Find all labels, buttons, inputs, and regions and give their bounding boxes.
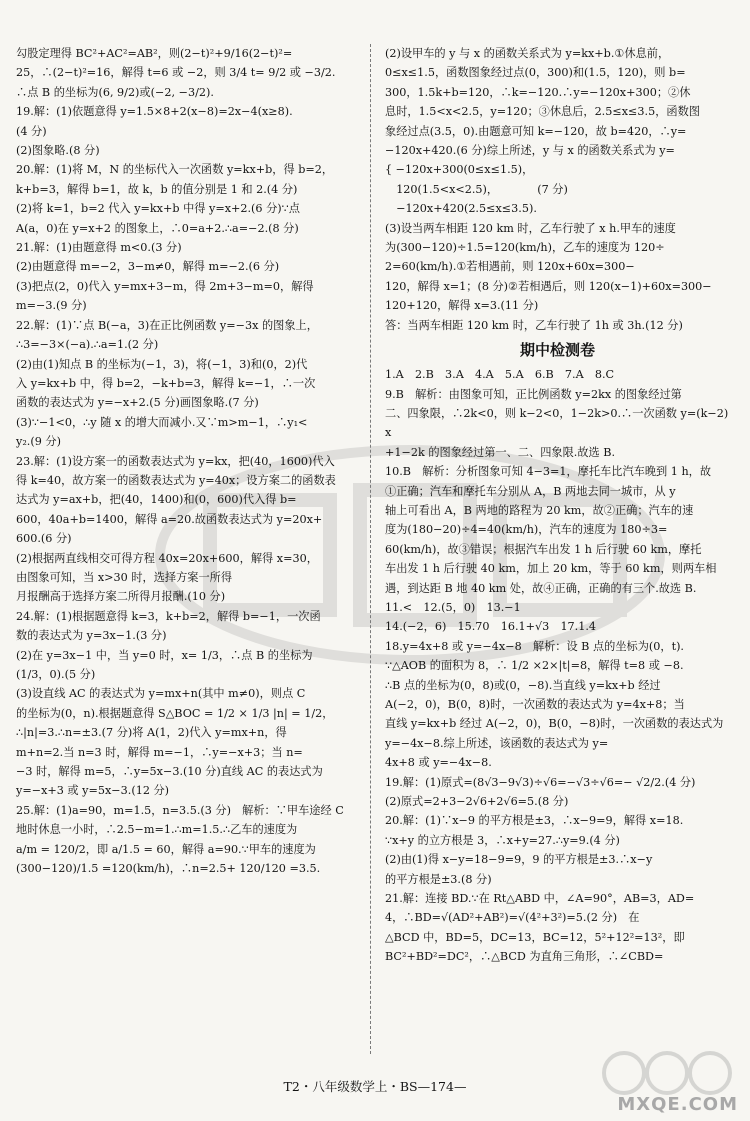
text-line: 象经过点(3.5，0).由题意可知 k=−120，故 b=420，∴y= [385,124,687,138]
text-line: 遇，到达距 B 地 40 km 处，故④正确，正确的有三个.故选 B. [385,581,697,595]
text-line: −120x+420.(6 分)综上所述，y 与 x 的函数关系式为 y= [385,144,675,158]
text-line: (300−120)/1.5 =120(km/h)，∴n=2.5+ 120/120 =3.5. [16,862,321,876]
right-column-top [385,44,730,335]
text-line: 0≤x≤1.5，函数图象经过点(0，300)和(1.5，120)，则 b= [385,66,686,80]
text-line: −120x+420(2.5≤x≤3.5). [385,202,537,216]
text-line: ∴B 点的坐标为(0，8)或(0，−8).当直线 y=kx+b 经过 [385,678,661,692]
text-line: 23.解：(1)设方案一的函数表达式为 y=kx，把(40，1600)代入 [16,454,335,468]
text-line: 21.解：(1)由题意得 m<0.(3 分) [16,241,182,255]
text-line: 60(km/h)，故③错误；根据汽车出发 1 h 后行驶 60 km，摩托 [385,542,702,556]
text-line: 20.解：(1)将 M，N 的坐标代入一次函数 y=kx+b，得 b=2， [16,163,334,177]
text-line: ①正确；汽车和摩托车分别从 A，B 两地去同一城市，从 y [385,484,676,498]
text-line: 600，40a+b=1400，解得 a=20.故函数表达式为 y=20x+ [16,512,323,526]
text-line: 22.解：(1)∵点 B(−a，3)在正比例函数 y=−3x 的图象上， [16,318,318,332]
text-line: 达式为 y=ax+b，把(40，1400)和(0，600)代入得 b= [16,493,297,507]
text-line: 答：当两车相距 120 km 时，乙车行驶了 1h 或 3h.(12 分) [385,318,683,332]
text-line: 300，1.5k+b=120，∴k=−120.∴y=−120x+300；②休 [385,85,691,99]
text-line: (2)设甲车的 y 与 x 的函数关系式为 y=kx+b.①休息前， [385,47,670,60]
text-line: A(a，0)在 y=x+2 的图象上，∴0=a+2.∴a=−2.(8 分) [16,221,299,235]
page-footer: T2・八年级数学上・BS—174— [283,1079,467,1094]
text-line: 9.B 解析：由图象可知，正比例函数 y=2kx 的图象经过第 [385,387,682,401]
left-column [16,44,361,878]
text-line: −3 时，解得 m=5，∴y=5x−3.(10 分)直线 AC 的表达式为 [16,765,323,779]
text-line: 120+120，解得 x=3.(11 分) [385,299,539,313]
text-line: (2)在 y=3x−1 中，当 y=0 时，x= 1/3，∴点 B 的坐标为 [16,648,313,662]
text-line: 19.解：(1)原式=(8√3−9√3)÷√6=−√3÷√6=− √2/2.(4 分) [385,775,696,789]
text-line: 函数的表达式为 y=−x+2.(5 分)画图象略.(7 分) [16,396,259,410]
text-line: (3)把点(2，0)代入 y=mx+3−m，得 2m+3−m=0，解得 [16,279,314,293]
text-line: 得 k=40，故方案一的函数表达式为 y=40x；设方案二的函数表 [16,473,336,487]
text-line: (2)由(1)知点 B 的坐标为(−1，3)，将(−1，3)和(0，2)代 [16,357,308,371]
text-line: 息时，1.5<x<2.5，y=120；③休息后，2.5≤x≤3.5，函数图 [385,105,700,119]
text-line: (2)图象略.(8 分) [16,144,100,158]
site-logo-text: MXQE.COM [617,1094,738,1115]
text-line: 勾股定理得 BC²+AC²=AB²，则(2−t)²+9/16(2−t)²= [16,47,293,60]
text-line: 21.解：连接 BD.∵在 Rt△ABD 中，∠A=90°，AB=3，AD= [385,892,695,906]
text-line: (1/3，0).(5 分) [16,668,96,681]
text-line: ∵x+y 的立方根是 3，∴x+y=27.∴y=9.(4 分) [385,833,620,847]
text-line: 数的表达式为 y=3x−1.(3 分) [16,629,167,643]
text-line: 为(300−120)÷1.5=120(km/h)，乙车的速度为 120÷ [385,241,665,255]
text-line: 二、四象限，∴2k<0，则 k−2<0，1−2k>0.∴一次函数 y=(k−2)x [385,406,729,440]
text-line: y=−x+3 或 y=5x−3.(12 分) [16,784,170,798]
text-line: (2)根据两直线相交可得方程 40x=20x+600，解得 x=30， [16,551,318,565]
text-line: (4 分) [16,124,47,138]
text-line: (2)原式=2+3−2√6+2√6=5.(8 分) [385,795,569,809]
text-line: 11.< 12.(5，0) 13.−1 [385,600,521,614]
text-line: (2)由题意得 m=−2，3−m≠0，解得 m=−2.(6 分) [16,260,280,274]
text-line: 地时休息一小时，∴2.5−m=1.∴m=1.5.∴乙车的速度为 [16,823,298,837]
text-line: 2=60(km/h).①若相遇前，则 120x+60x=300− [385,260,635,274]
text-line: 120(1.5<x<2.5)， (7 分) [385,182,568,196]
text-line: y=−4x−8.综上所述，该函数的表达式为 y= [385,736,609,750]
text-line: 车出发 1 h 后行驶 40 km，加上 20 km，等于 60 km，则两车相 [385,562,717,576]
text-line: { −120x+300(0≤x≤1.5)， [385,163,534,177]
text-line: 轴上可看出 A，B 两地的路程为 20 km，故②正确；汽车的速 [385,503,694,517]
text-line: ∴3=−3×(−a).∴a=1.(2 分) [16,338,159,352]
text-line: 入 y=kx+b 中，得 b=2，−k+b=3，解得 k=−1，∴一次 [16,376,316,390]
text-line: 的平方根是±3.(8 分) [385,872,492,886]
text-line: BC²+BD²=DC²，∴△BCD 为直角三角形，∴∠CBD= [385,950,664,964]
text-line: (3)设直线 AC 的表达式为 y=mx+n(其中 m≠0)，则点 C [16,687,306,701]
column-divider [370,44,371,1054]
section-title: 期中检测卷 [519,341,595,360]
text-line: k+b=3，解得 b=1，故 k，b 的值分别是 1 和 2.(4 分) [16,182,298,196]
text-line: 24.解：(1)根据题意得 k=3，k+b=2，解得 b=−1，一次函 [16,609,321,623]
text-line: 600.(6 分) [16,532,72,546]
text-line: 直线 y=kx+b 经过 A(−2，0)，B(0，−8)时，一次函数的表达式为 [385,717,724,731]
text-line: 120，解得 x=1；(8 分)②若相遇后，则 120(x−1)+60x=300− [385,279,712,293]
text-line: ∴|n|=3.∴n=±3.(7 分)将 A(1，2)代入 y=mx+n，得 [16,726,287,740]
text-line: ∴点 B 的坐标为(6, 9/2)或(−2, −3/2). [16,85,214,99]
text-line: 的坐标为(0，n).根据题意得 S△BOC = 1/2 × 1/3 |n| = 1/2， [16,706,334,720]
text-line: △BCD 中，BD=5，DC=13，BC=12，5²+12²=13²，即 [385,930,685,944]
text-line: 10.B 解析：分析图象可知 4−3=1，摩托车比汽车晚到 1 h，故 [385,465,712,479]
text-line: 4x+8 或 y=−4x−8. [385,756,492,770]
text-line: 14.(−2，6) 15.70 16.1+√3 17.1.4 [385,620,597,634]
text-line: 月报酬高于选择方案二所得月报酬.(10 分) [16,590,226,604]
text-line: (3)∵−1<0，∴y 随 x 的增大而减小.又∵m>m−1，∴y₁< [16,415,308,429]
text-line: 25，∴(2−t)²=16，解得 t=6 或 −2，则 3/4 t= 9/2 或 −3/2. [16,66,336,80]
right-column-bottom [385,365,730,967]
text-line: 4，∴BD=√(AD²+AB²)=√(4²+3²)=5.(2 分) 在 [385,911,640,925]
text-line: 18.y=4x+8 或 y=−4x−8 解析：设 B 点的坐标为(0，t). [385,639,684,653]
text-line: m+n=2.当 n=3 时，解得 m=−1，∴y=−x+3；当 n= [16,745,303,759]
text-line: a/m = 120/2，即 a/1.5 = 60，解得 a=90.∵甲车的速度为 [16,842,316,856]
text-line: 由图象可知，当 x>30 时，选择方案一所得 [16,570,233,584]
text-line: 度为(180−20)÷4=40(km/h)，汽车的速度为 180÷3= [385,523,668,537]
text-line: (3)设当两车相距 120 km 时，乙车行驶了 x h.甲车的速度 [385,221,676,235]
text-line: ∵△AOB 的面积为 8，∴ 1/2 ×2×|t|=8，解得 t=8 或 −8. [385,659,684,673]
text-line: A(−2，0)，B(0，8)时，一次函数的表达式为 y=4x+8；当 [385,698,685,711]
text-line: 25.解：(1)a=90，m=1.5，n=3.5.(3 分) 解析：∵甲车途经 C [16,803,344,817]
text-line: 19.解：(1)依题意得 y=1.5×8+2(x−8)=2x−4(x≥8). [16,105,293,119]
text-line: m=−3.(9 分) [16,299,87,313]
text-line: y₂.(9 分) [16,435,61,449]
right-column [385,44,730,967]
text-line: (2)由(1)得 x−y=18−9=9，9 的平方根是±3.∴x−y [385,853,653,867]
text-line: 20.解：(1)∵x−9 的平方根是±3，∴x−9=9，解得 x=18. [385,814,684,828]
text-line: (2)将 k=1，b=2 代入 y=kx+b 中得 y=x+2.(6 分)∵点 [16,202,300,216]
text-line: +1−2k 的图象经过第一、二、四象限.故选 B. [385,445,616,459]
text-line: 1.A 2.B 3.A 4.A 5.A 6.B 7.A 8.C [385,368,615,382]
